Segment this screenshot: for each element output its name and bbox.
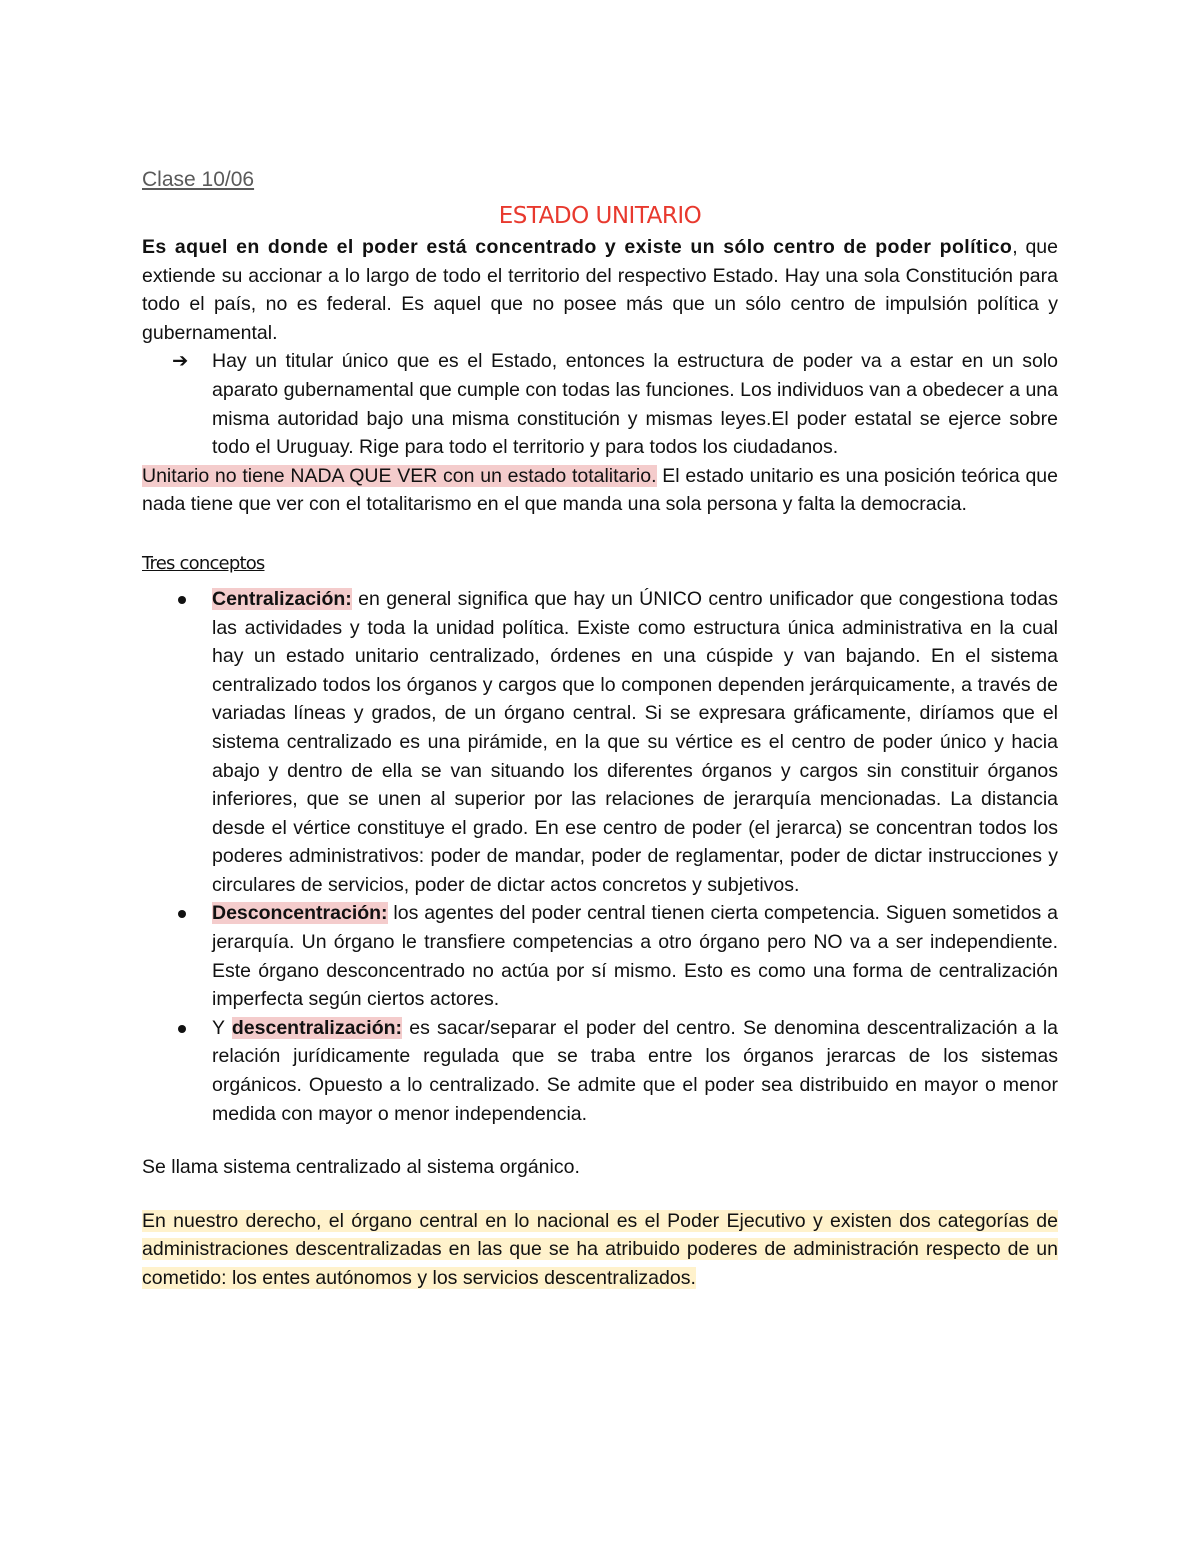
concept-text: es sacar/separar el poder del centro. Se denomina descentralización a la relación jurídicamente regulada que se traba entre los órganos jerarcas de los sistemas orgánicos. Opuesto a lo centralizado. Se admite que el poder sea distribuido en mayor o menor medida con mayor o menor independencia. xyxy=(212,1016,1058,1125)
concept-term: descentralización: xyxy=(231,1016,403,1039)
list-item xyxy=(142,899,1058,1013)
bullet-icon xyxy=(178,596,186,604)
intro-bold-text: Es aquel en donde el poder está concentrado y existe un sólo centro de poder político xyxy=(142,236,1013,258)
spacer xyxy=(142,1128,1058,1153)
concept-term: Centralización: xyxy=(212,587,352,610)
sistema-paragraph: Se llama sistema centralizado al sistema orgánico. xyxy=(142,1156,580,1179)
document-page xyxy=(142,160,1058,1293)
derecho-paragraph xyxy=(142,1207,1058,1293)
intro-text: , que extiende su accionar a lo largo de todo el territorio del respectivo Estado. Hay una sola Constitución para todo el país, no es federal. Es aquel que no posee más que un sólo centro de impulsión política y gubernamental. xyxy=(142,236,1058,344)
spacer xyxy=(142,1182,1058,1207)
list-item xyxy=(142,585,1058,900)
unitario-highlight: Unitario no tiene NADA QUE VER con un estado totalitario. xyxy=(142,464,657,487)
list-item xyxy=(142,1014,1058,1128)
concept-text: los agentes del poder central tienen cierta competencia. Siguen sometidos a jerarquía. Un órgano le transfiere competencias a otro órgano pero NO va a ser independiente. Este órgano desconcentrado no actúa por sí mismo. Esto es como una forma de centralización imperfecta según ciertos actores. xyxy=(212,902,1058,1011)
item-prefix: Y xyxy=(212,1016,232,1039)
conceptos-list xyxy=(142,585,1058,1128)
bullet-icon xyxy=(178,1025,186,1033)
bullet-icon xyxy=(178,910,186,918)
class-date-heading: Clase 10/06 xyxy=(142,168,255,191)
arrow-list xyxy=(142,347,1058,461)
arrow-item-text: Hay un titular único que es el Estado, entonces la estructura de poder va a estar en un solo aparato gubernamental que cumple con todas las funciones. Los individuos van a obedecer a una misma autoridad bajo una misma constitución y mismas leyes.El poder estatal se ejerce sobre todo el Uruguay. Rige para todo el territorio y para todos los ciudadanos. xyxy=(212,350,1058,459)
concept-text: en general significa que hay un ÚNICO centro unificador que congestiona todas las actividades y toda la unidad política. Existe como estructura única administrativa en la cual hay un estado unitario centralizado, órdenes en una cúspide y van bajando. En el sistema centralizado todos los órganos y cargos que lo componen dependen jerárquicamente, a través de variadas líneas y grados, de un órgano central. Si se expresara gráficamente, diríamos que el sistema centralizado es una pirámide, en la que su vértice es el centro de poder único y hacia abajo y dentro de ella se van situando los diferentes órganos y cargos sin constituir órganos inferiores, que se unen al superior por las relaciones de jerarquía mencionadas. La distancia desde el vértice constituye el grado. En ese centro de poder (el jerarca) se concentran todos los poderes administrativos: poder de mandar, poder de reglamentar, poder de dictar instrucciones y circulares de servicios, poder de dictar actos concretos y subjetivos. xyxy=(212,587,1058,896)
unitario-text: El estado unitario es una posición teórica que nada tiene que ver con el totalitarismo en el que manda una sola persona y falta la democracia. xyxy=(142,464,1058,516)
intro-paragraph xyxy=(142,233,1058,347)
derecho-highlight: En nuestro derecho, el órgano central en lo nacional es el Poder Ejecutivo y existen dos categorías de administraciones descentralizadas en las que se ha atribuido poderes de administración respecto de un cometido: los entes autónomos y los servicios descentralizados. xyxy=(142,1209,1058,1289)
page-title: ESTADO UNITARIO xyxy=(498,203,702,229)
arrow-list-item xyxy=(142,347,1058,461)
conceptos-heading: Tres conceptos xyxy=(142,552,265,574)
arrow-icon: ➔ xyxy=(172,350,189,373)
concept-term: Desconcentración: xyxy=(212,902,388,925)
unitario-paragraph xyxy=(142,462,1058,519)
